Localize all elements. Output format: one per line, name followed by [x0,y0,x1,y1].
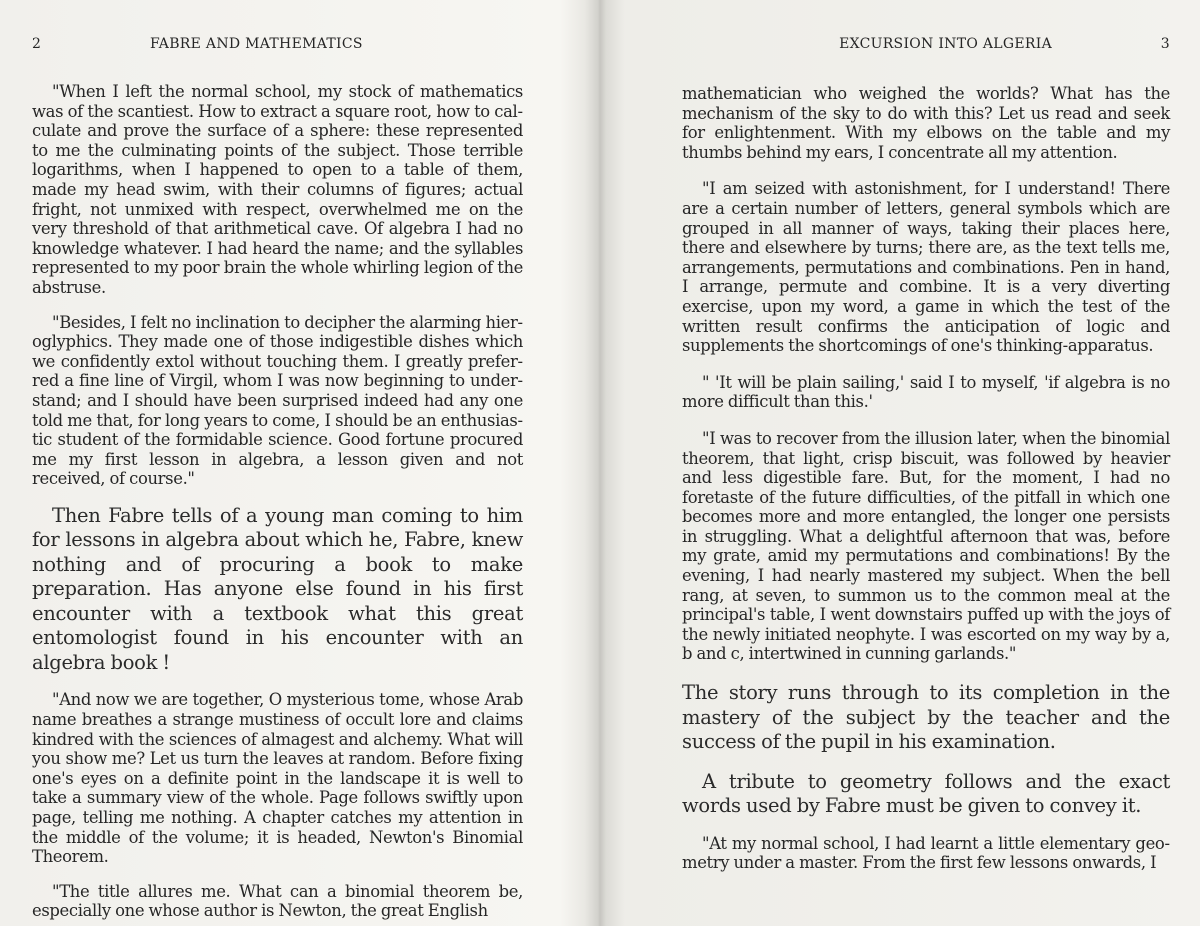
running-head: FABRE AND MATHEMATICS [150,36,363,52]
quote-paragraph: "When I left the normal school, my stock of mathematics was of the scantiest. How to extract a square root, how to calculate and prove the surface of a sphere: these represented to me the culminating points of the subject. Those terrible logarithms, when I happened to open to a table of them, made my head swim, with their columns of figures; actual fright, not unmixed with respect, overwhelmed me on the very threshold of that arithmetical cave. Of algebra I had no knowledge whatever. I had heard the name; and the syllables represented to my poor brain the whole whirling legion of the abstruse. [32,82,523,297]
quote-paragraph: "And now we are together, O mysterious tome, whose Arab name breathes a strange mustiness of occult lore and claims kindred with the sciences of almagest and alchemy. What will you show me? Let us turn the leaves at random. Before fixing one's eyes on a definite point in the landscape it is well to take a summary view of the whole. Page follows swiftly upon page, telling me nothing. A chapter catches my attention in the middle of the volume; it is headed, Newton's Binomial Theorem. [32,690,523,867]
quote-paragraph: " 'It will be plain sailing,' said I to myself, 'if algebra is no more difficult than this.' [682,372,1170,412]
quote-paragraph: "The title allures me. What can a binomial theorem be, especially one whose author is Newton, the great English [32,881,523,921]
commentary-paragraph: Then Fabre tells of a young man coming to him for lessons in algebra about which he, Fabre, knew nothing and of procuring a book to make preparation. Has anyone else found in his first encounter with a textbook what this great entomologist found in his encounter with an algebra book ! [32,503,523,674]
left-page [0,0,596,926]
running-head: EXCURSION INTO ALGERIA [839,36,1052,52]
right-page-header [624,36,1170,58]
commentary-paragraph: A tribute to geometry follows and the exact words used by Fabre must be given to convey it. [682,769,1170,818]
left-page-body [32,82,523,926]
continued-paragraph: mathematician who weighed the worlds? What has the mechanism of the sky to do with this? Let us read and seek for enlightenment. With my elbows on the table and my thumbs behind my ears, I concentrate all my attention. [682,84,1170,162]
right-page [600,0,1200,926]
right-page-body [682,84,1170,890]
page-number: 2 [32,36,42,52]
quote-paragraph: "I was to recover from the illusion later, when the binomial theorem, that light, crisp biscuit, was followed by heavier and less digestible fare. But, for the moment, I had no foretaste of the future difficulties, of the pitfall in which one becomes more and more entangled, the longer one persists in struggling. What a delightful afternoon that was, before my grate, amid my permutations and combinations! By the evening, I had nearly mastered my subject. When the bell rang, at seven, to summon us to the common meal at the principal's table, I went downstairs puffed up with the joys of the newly initiated neophyte. I was escorted on my way by a, b and c, intertwined in cunning garlands." [682,428,1170,664]
page-number: 3 [1160,36,1170,52]
commentary-paragraph: The story runs through to its completion in the mastery of the subject by the teacher and the success of the pupil in his examination. [682,681,1170,754]
left-page-header [30,36,566,58]
quote-paragraph: "Besides, I felt no inclination to decipher the alarming hieroglyphics. They made one of those indigestible dishes which we confidently extol without touching them. I greatly preferred a fine line of Virgil, whom I was now beginning to understand; and I should have been surprised indeed had any one told me that, for long years to come, I should be an enthusiastic student of the formidable science. Good fortune procured me my first lesson in algebra, a lesson given and not received, of course." [32,312,523,489]
quote-paragraph: "At my normal school, I had learnt a little elementary geometry under a master. From the first few lessons onwards, I [682,833,1170,873]
quote-paragraph: "I am seized with astonishment, for I understand! There are a certain number of letters, general symbols which are grouped in all manner of ways, taking their places here, there and elsewhere by turns; there are, as the text tells me, arrangements, permutations and combinations. Pen in hand, I arrange, permute and combine. It is a very diverting exercise, upon my word, a game in which the test of the written result confirms the anticipation of logic and supplements the shortcomings of one's thinking-apparatus. [682,179,1170,356]
